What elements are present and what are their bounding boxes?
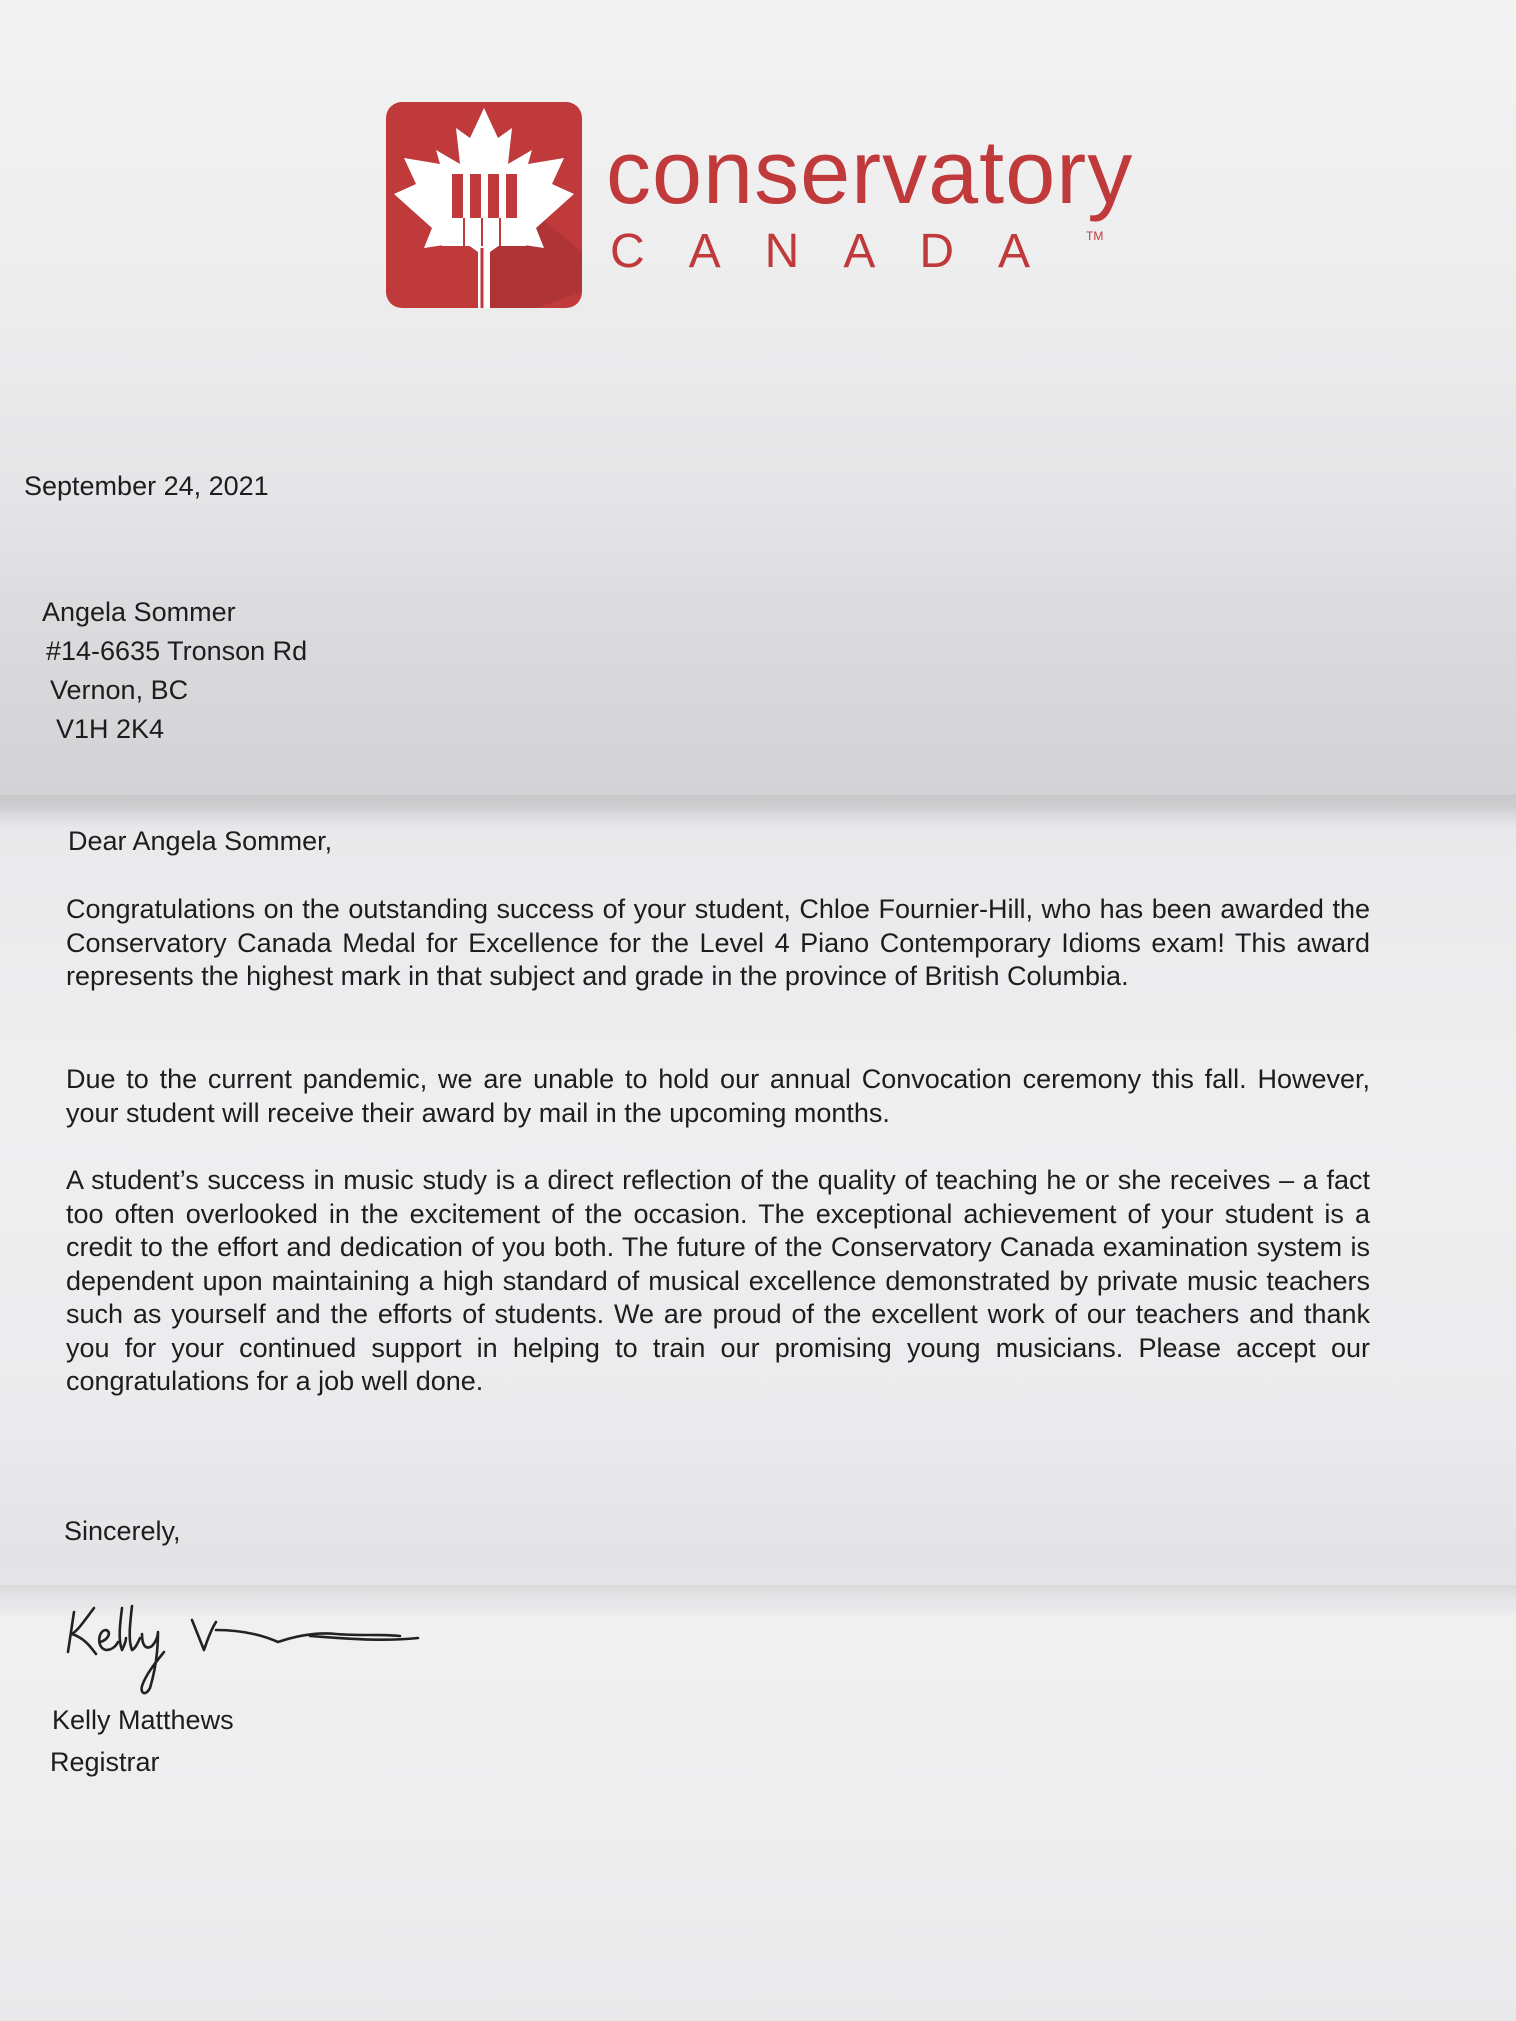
brand-country: CANADA (610, 225, 1075, 278)
paper-fold-upper (0, 795, 1516, 813)
recipient-street: #14-6635 Tronson Rd (46, 636, 308, 666)
maple-leaf-piano-icon (386, 102, 582, 308)
letter-date: September 24, 2021 (24, 471, 269, 501)
recipient-name: Angela Sommer (42, 597, 236, 627)
body-paragraph-2: Due to the current pandemic, we are unable to hold our annual Convocation ceremony this fall. However, your student will receive their award by mail in the upcoming months. (66, 1064, 1370, 1128)
recipient-postal: V1H 2K4 (56, 714, 165, 744)
trademark-mark: TM (1086, 229, 1104, 243)
body-paragraph-3: A student’s success in music study is a direct reflection of the quality of teaching he or she receives – a fact too often overlooked in the excitement of the occasion. The exceptional achievement of your student is a credit to the effort and dedication of you both. The future of the Conservatory Canada examination system is dependent upon maintaining a high standard of musical excellence demonstrated by private music teachers such as yourself and the efforts of students. We are proud of the excellent work of our teachers and thank you for your continued support in helping to train our promising young musicians. Please accept our congratulations for a job well done. (66, 1165, 1370, 1396)
letterhead-logo (386, 102, 1134, 310)
closing: Sincerely, (64, 1516, 181, 1546)
body-paragraph-1: Congratulations on the outstanding success of your student, Chloe Fournier-Hill, who has been awarded the Conservatory Canada Medal for Excellence for the Level 4 Piano Contemporary Idioms exam! This award represents the highest mark in that subject and grade in the province of British Columbia. (66, 894, 1370, 991)
salutation: Dear Angela Sommer, (68, 826, 333, 856)
signer-name: Kelly Matthews (52, 1705, 234, 1735)
signer-title: Registrar (50, 1747, 160, 1777)
recipient-city: Vernon, BC (50, 675, 189, 705)
brand-name: conservatory (606, 123, 1134, 223)
handwritten-signature (60, 1590, 440, 1700)
